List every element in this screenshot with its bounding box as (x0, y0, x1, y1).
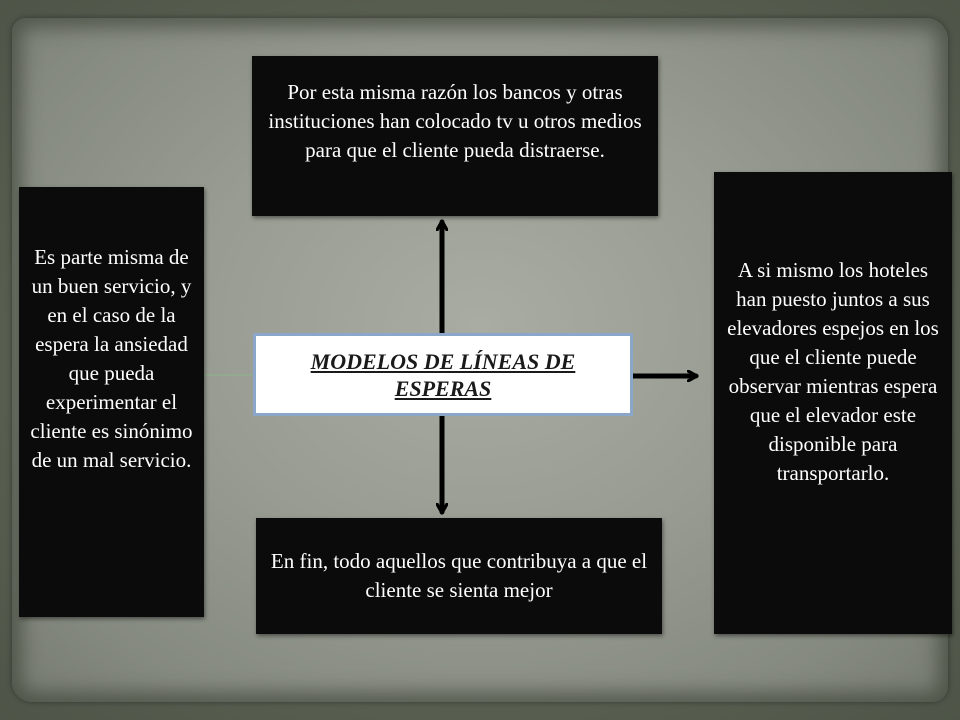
center-title: MODELOS DE LÍNEAS DE ESPERAS (310, 348, 576, 401)
node-left-text: Es parte misma de un buen servicio, y en el caso de la espera la ansiedad que pueda experimentar el cliente es sinónimo de un mal servicio. (30, 245, 193, 472)
center-title-box (253, 333, 633, 416)
node-bottom-text: En fin, todo aquellos que contribuya a que el cliente se sienta mejor (270, 549, 648, 602)
node-top-box (252, 56, 658, 216)
node-right-text: A si mismo los hoteles han puesto juntos a sus elevadores espejos en los que el cliente puede observar mientras espera que el elevador este disponible para transportarlo. (727, 258, 939, 485)
node-top-text: Por esta misma razón los bancos y otras instituciones han colocado tv u otros medios para que el cliente pueda distraerse. (268, 80, 642, 162)
node-bottom-box (256, 518, 662, 634)
node-left-box (19, 187, 204, 617)
node-right-box (714, 172, 952, 634)
